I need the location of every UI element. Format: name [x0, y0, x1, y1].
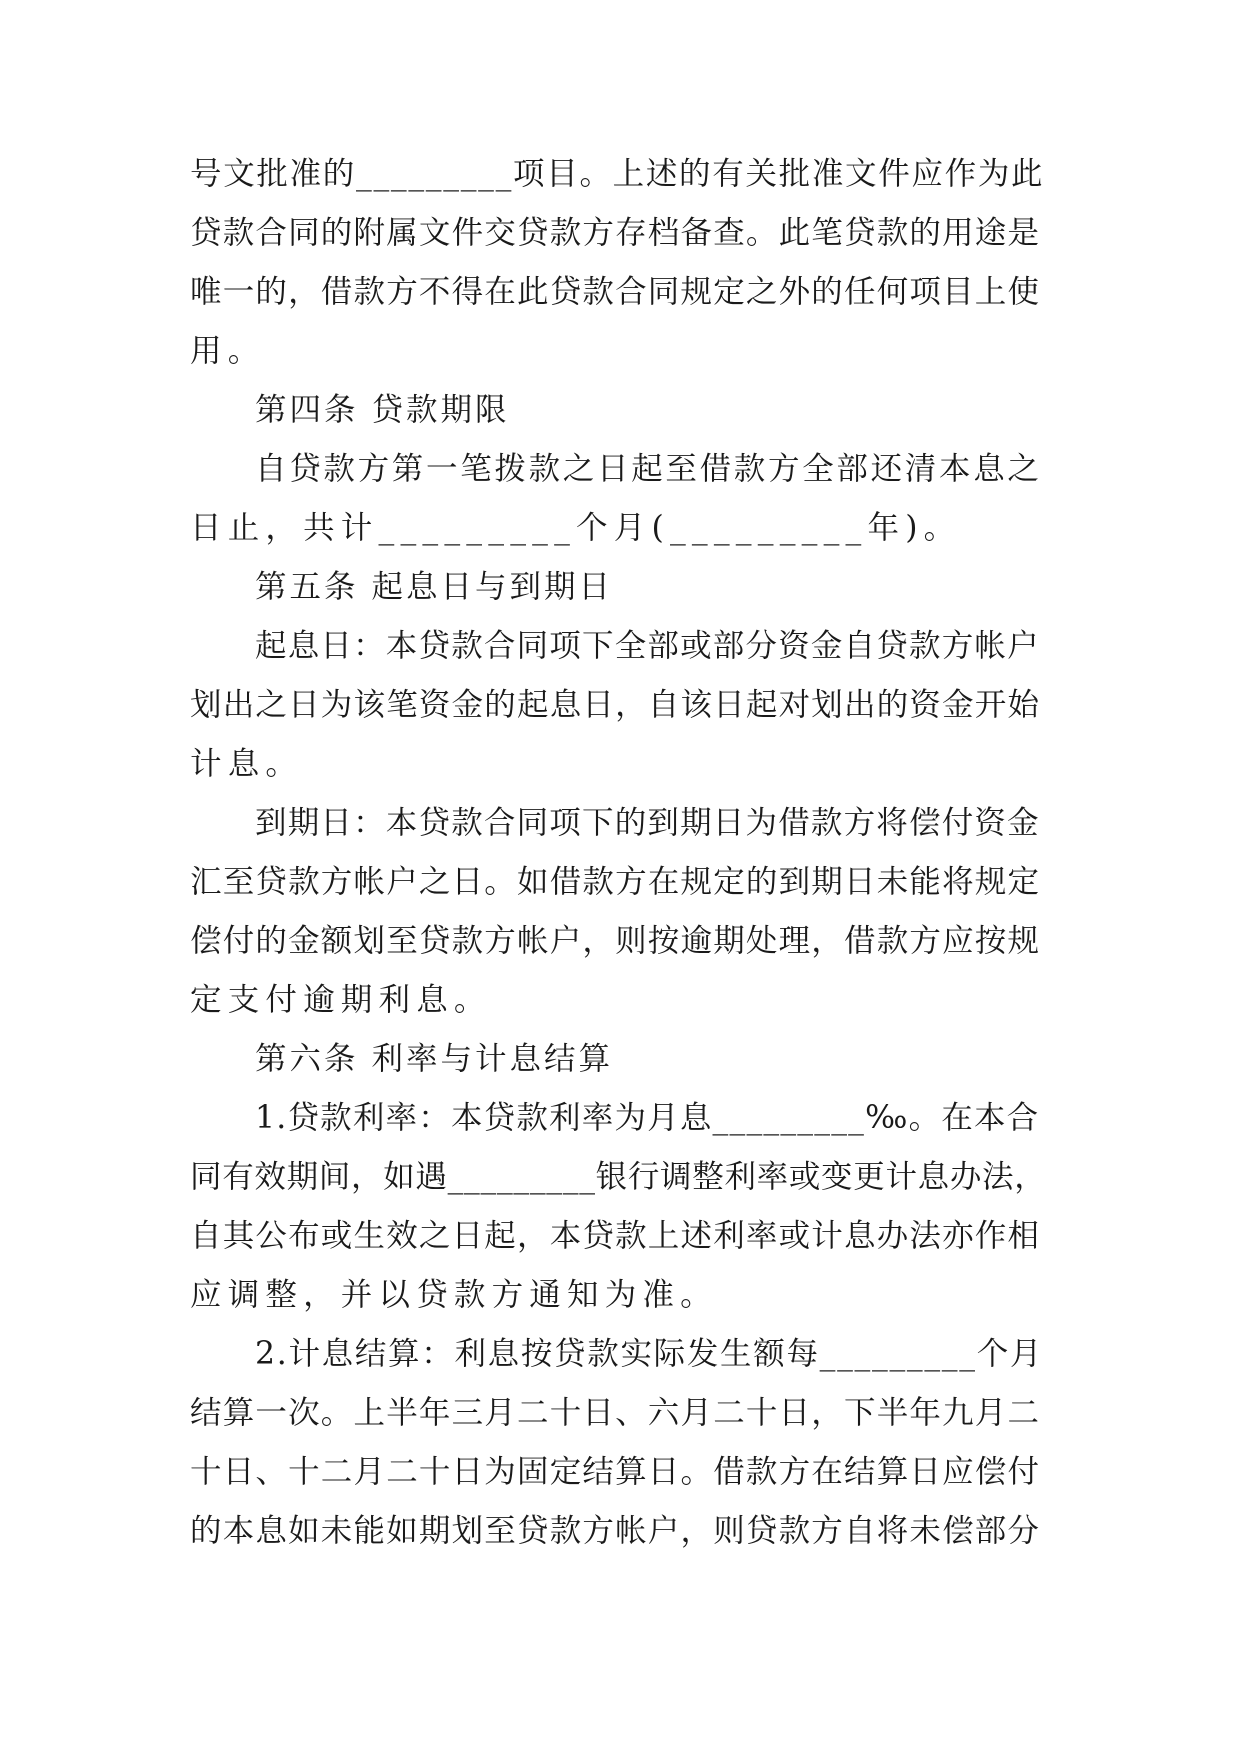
text-line: 汇至贷款方帐户之日。如借款方在规定的到期日未能将规定	[190, 864, 1041, 900]
text-line: 到期日：本贷款合同项下的到期日为借款方将偿付资金	[255, 805, 1040, 841]
text-line: 用。	[190, 333, 266, 369]
text-line: 唯一的，借款方不得在此贷款合同规定之外的任何项目上使	[190, 274, 1041, 310]
text-line: 偿付的金额划至贷款方帐户，则按逾期处理，借款方应按规	[190, 923, 1041, 959]
text-line: 定支付逾期利息。	[190, 982, 492, 1018]
text-line: 同有效期间，如遇_________银行调整利率或变更计息办法，	[190, 1159, 1047, 1195]
text-line: 贷款合同的附属文件交贷款方存档备查。此笔贷款的用途是	[190, 215, 1041, 251]
text-line: 计息。	[190, 746, 304, 782]
text-line: 自其公布或生效之日起，本贷款上述利率或计息办法亦作相	[190, 1218, 1041, 1254]
text-line: 1.贷款利率：本贷款利率为月息_________‰。在本合	[255, 1100, 1040, 1136]
text-line: 划出之日为该笔资金的起息日，自该日起对划出的资金开始	[190, 687, 1041, 723]
text-line: 起息日：本贷款合同项下全部或部分资金自贷款方帐户	[255, 628, 1040, 664]
contract-body	[190, 145, 1050, 1561]
section-heading: 第六条 利率与计息结算	[255, 1041, 614, 1077]
text-line: 号文批准的_________项目。上述的有关批准文件应作为此	[190, 156, 1045, 192]
text-line: 2.计息结算：利息按贷款实际发生额每_________个月	[255, 1336, 1044, 1372]
section-heading: 第四条 贷款期限	[255, 392, 510, 428]
text-line: 结算一次。上半年三月二十日、六月二十日，下半年九月二	[190, 1395, 1041, 1431]
section-heading: 第五条 起息日与到期日	[255, 569, 614, 605]
text-line: 的本息如未能如期划至贷款方帐户，则贷款方自将未偿部分	[190, 1513, 1041, 1549]
text-line: 应调整，并以贷款方通知为准。	[190, 1277, 718, 1313]
text-line: 自贷款方第一笔拨款之日起至借款方全部还清本息之	[255, 451, 1042, 487]
text-line: 日止，共计_________个月(_________年)。	[190, 510, 962, 546]
text-line: 十日、十二月二十日为固定结算日。借款方在结算日应偿付	[190, 1454, 1041, 1490]
